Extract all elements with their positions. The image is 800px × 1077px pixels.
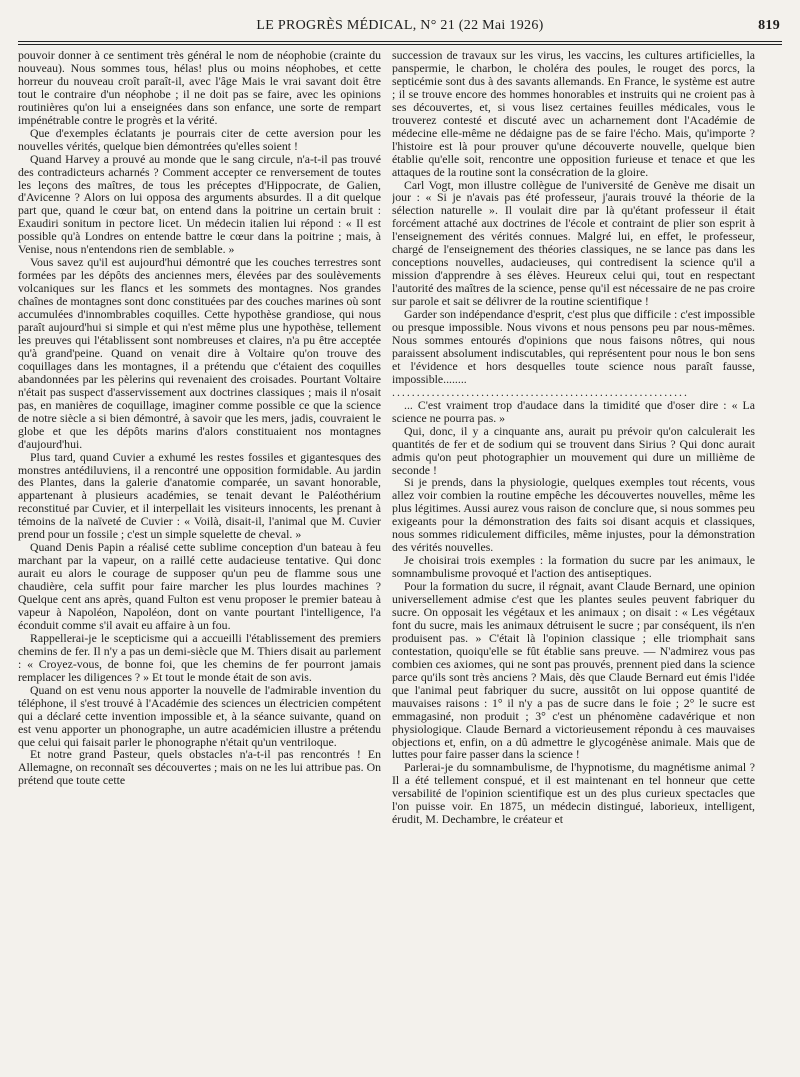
header-rule — [18, 41, 782, 42]
paragraph: succession de travaux sur les virus, les vaccins, les cultures artificielles, la panspermie, le charbon, le choléra des poules, le rouget des porcs, la septicémie sont dus à des savants allemands. En France, le système est autre ; il se trouve encore des hommes honorables et instruits qui ne croient pas à ses découvertes, et, si vous lisez certaines feuilles médicales, vous le trouverez contesté et discuté avec un acharnement dont l'Académie de médecine elle-même ne dédaigne pas de se faire l'écho. Mais, qu'importe ? l'histoire est là pour prouver qu'une découverte nouvelle, quelque bien établie qu'elle soit, rencontre une opposition furieuse et tenace et que les attaques de la routine sont la consécration de la gloire. — [392, 49, 755, 179]
paragraph: Et notre grand Pasteur, quels obstacles n'a-t-il pas rencontrés ! En Allemagne, on reconnaît ses découvertes ; mais on ne les lui attribue pas. On prétend que toute cette — [18, 747, 381, 788]
running-header — [18, 16, 782, 40]
paragraph: pouvoir donner à ce sentiment très général le nom de néophobie (crainte du nouveau). Nous sommes tous, hélas! plus ou moins néophobes, et cette horreur du nouveau croît paraît-il, avec l'âge Mais le vrai savant doit être tout le contraire d'un néophobe ; il ne doit pas se faire, avec les opinions routinières qu'on lui a enseignées dans son enfance, une sorte de rempart impénétrable contre le progrès et la vérité. — [18, 49, 381, 127]
paragraph: Parlerai-je du somnambulisme, de l'hypnotisme, du magnétisme animal ? Il a été tellement conspué, et il est maintenant en tel honneur que cette versabilité de l'opinion scientifique est un des plus curieux spectacles que l'on puisse voir. En 1875, un médecin distingué, laborieux, intelligent, érudit, M. Dechambre, le créateur et — [392, 760, 755, 827]
paragraph: Vous savez qu'il est aujourd'hui démontré que les couches terrestres sont formées par les dépôts des anciennes mers, élevées par des soulèvements volcaniques sur les flancs et les sommets des montagnes. Nos grandes chaînes de montagnes sont donc constituées par des couches marines où sont accumulées d'innombrables coquilles. Cette hypothèse grandiose, qui nous paraît aujourd'hui si simple et qui n'est même plus une hypothèse, tellement les preuves qui l'établissent sont nombreuses et claires, n'a pu être acceptée qu'à grand'peine. Quand on venait dire à Voltaire qu'on trouve des coquillages dans les montagnes, il a prétendu que c'étaient des coquilles abandonnées par les pèlerins qui revenaient des croisades. Pourtant Voltaire n'était pas suspect d'asservissement aux doctrines classiques ; mais il n'osait pas, en manières de coquillage, imaginer comme possible ce que la science de notre siècle a si bien démontré, à savoir que les mers, jadis, couvraient le globe et que les dépôts marins d'alors constituaient nos montagnes d'aujourd'hui. — [18, 255, 381, 451]
paragraph: Garder son indépendance d'esprit, c'est plus que difficile : c'est impossible ou presque impossible. Nous vivons et nous pensons peu par nous-mêmes. Nous sommes entourés d'opinions que nous faisons nôtres, qui nous paraissent absolument indiscutables, qui représentent pour nous le bon sens et l'évidence et hors desquelles toute science nous paraît fausse, impossible........ — [392, 307, 755, 386]
paragraph: Carl Vogt, mon illustre collègue de l'université de Genève me disait un jour : « Si je n'avais pas été professeur, j'aurais trouvé la théorie de la sélection naturelle ». Il voulait dire par là qu'étant professeur il était forcément attaché aux doctrines de l'école et contraint de plier son esprit à l'enseignement des vérités connues. Malgré lui, en effet, le professeur, chargé de l'enseignement des théories classiques, ne se lance pas dans les conceptions nouvelles, audacieuses, qui contredisent la science qu'il a mission d'apprendre à ses élèves. Heureux celui qui, tout en respectant l'autorité des maîtres de la science, pense qu'il est nécessaire de ne pas croire sur parole et sait se délivrer de la routine scientifique ! — [392, 177, 755, 309]
paragraph: Rappellerai-je le scepticisme qui a accueilli l'établissement des premiers chemins de fer. Il n'y a pas un demi-siècle que M. Thiers disait au parlement : « Croyez-vous, de bonne foi, que les chemins de fer pourront jamais remplacer les diligences ? » Et tout le monde était de son avis. — [18, 630, 381, 684]
journal-title: LE PROGRÈS MÉDICAL, N° 21 (22 Mai 1926) — [256, 18, 544, 33]
paragraph: ... C'est vraiment trop d'audace dans la timidité que d'oser dire : « La science ne pourra pas. » — [392, 397, 755, 425]
paragraph: Je choisirai trois exemples : la formation du sucre par les animaux, le somnambulisme provoqué et l'action des antiseptiques. — [392, 553, 755, 581]
paragraph: Pour la formation du sucre, il régnait, avant Claude Bernard, une opinion universellement admise c'est que les plantes seules peuvent fabriquer du sucre. On opposait les végétaux et les animaux ; on disait : « Les végétaux font du sucre, mais les animaux détruisent le sucre ; par conséquent, ils n'en produisent pas. » C'était là l'opinion classique ; elle triomphait sans contestation, quoiqu'elle se fût établie sans preuve. — N'admirez vous pas combien ces axiomes, qui ne sont pas prouvés, prennent pied dans la science parce qu'ils sont très anciens ? Mais, dès que Claude Bernard eut émis l'idée que l'animal peut fabriquer du sucre, aussitôt on lui oppose quantité de mauvaises raisons : 1° il n'y a pas de sucre dans le foie ; 2° le sucre est emmagasiné, non produit ; 3° c'est un phénomène cadavérique et non physiologique. Claude Bernard a victorieusement répondu à ces mauvaises objections et, enfin, on a dû admettre le glycogénèse animale. Mais que de luttes pour faire passer dans la science ! — [392, 579, 755, 762]
paragraph: Que d'exemples éclatants je pourrais citer de cette aversion pour les nouvelles vérités, quelque bien démontrées qu'elles soient ! — [18, 125, 381, 153]
paragraph: Plus tard, quand Cuvier a exhumé les restes fossiles et gigantesques des monstres antédiluviens, il a rencontré une opposition formidable. Au jardin des Plantes, dans la galerie d'anatomie comparée, un savant honorable, appartenant à plusieurs académies, se tenait devant le Paléothérium reconstitué par Cuvier, et il interpellait les visiteurs innocents, les prenant à témoins de la naïveté de Cuvier : « Voilà, disait-il, l'animal que M. Cuvier prend pour un fossile ; c'est un simple squelette de cheval. » — [18, 449, 381, 542]
paragraph: Quand Denis Papin a réalisé cette sublime conception d'un bateau à feu marchant par la vapeur, on a raillé cette audacieuse tentative. Qui donc aurait eu alors le courage de supposer qu'un peu de flamme sous une chaudière, cela suffit pour faire marcher les plus lourdes machines ? Quelque cent ans après, quand Fulton est venu proposer le premier bateau à vapeur à Napoléon, Napoléon, dont on vante pourtant l'intelligence, l'a éconduit comme s'il avait eu affaire à un fou. — [18, 540, 381, 632]
paragraph: Quand Harvey a prouvé au monde que le sang circule, n'a-t-il pas trouvé des contradicteurs acharnés ? Comment accepter ce renversement de toutes les leçons des maîtres, de tous les préceptes d'Hippocrate, de Galien, d'Avicenne ? Alors on lui opposa des arguments absurdes. Il a dit quelque part que, quand le cœur bat, on entend dans la poitrine un certain bruit : Exaudiri sonitum in pectore licet. Un médecin italien lui répond : « Il est possible qu'à Londres on entende battre le cœur dans la poitrine ; mais, à Venise, nous n'entendons rien de semblable. » — [18, 151, 381, 257]
right-column — [392, 49, 755, 1059]
ellipsis-separator: ............................................................ — [392, 384, 689, 399]
page-number: 819 — [758, 18, 780, 33]
paragraph: Quand on est venu nous apporter la nouvelle de l'admirable invention du téléphone, il s'est trouvé à l'Académie des sciences un électricien compétent qui a déclaré cette invention impossible et, à la séance suivante, quand on est venu apporter un phonographe, un autre académicien illustre a prétendu que celui qui faisait parler le phonographe n'était qu'un ventriloque. — [18, 682, 381, 749]
header-rule-thin — [18, 44, 782, 45]
paragraph: Qui, donc, il y a cinquante ans, aurait pu prévoir qu'on calculerait les quantités de fer et de sodium qui se trouvent dans Sirius ? Qui donc aurait admis qu'on peut photographier un mouvement qui dure un millième de seconde ! — [392, 423, 755, 477]
paragraph: Si je prends, dans la physiologie, quelques exemples tout récents, vous allez voir combien la routine empêche les découvertes nouvelles, même les plus légitimes. Aussi aurez vous raison de conclure que, si nous sommes peu exigeants pour la démonstration des faits soi disant acquis et classiques, nous sommes ridiculement difficiles, même injustes, pour la démonstration des vérités nouvelles. — [392, 475, 755, 555]
left-column — [18, 49, 381, 1059]
